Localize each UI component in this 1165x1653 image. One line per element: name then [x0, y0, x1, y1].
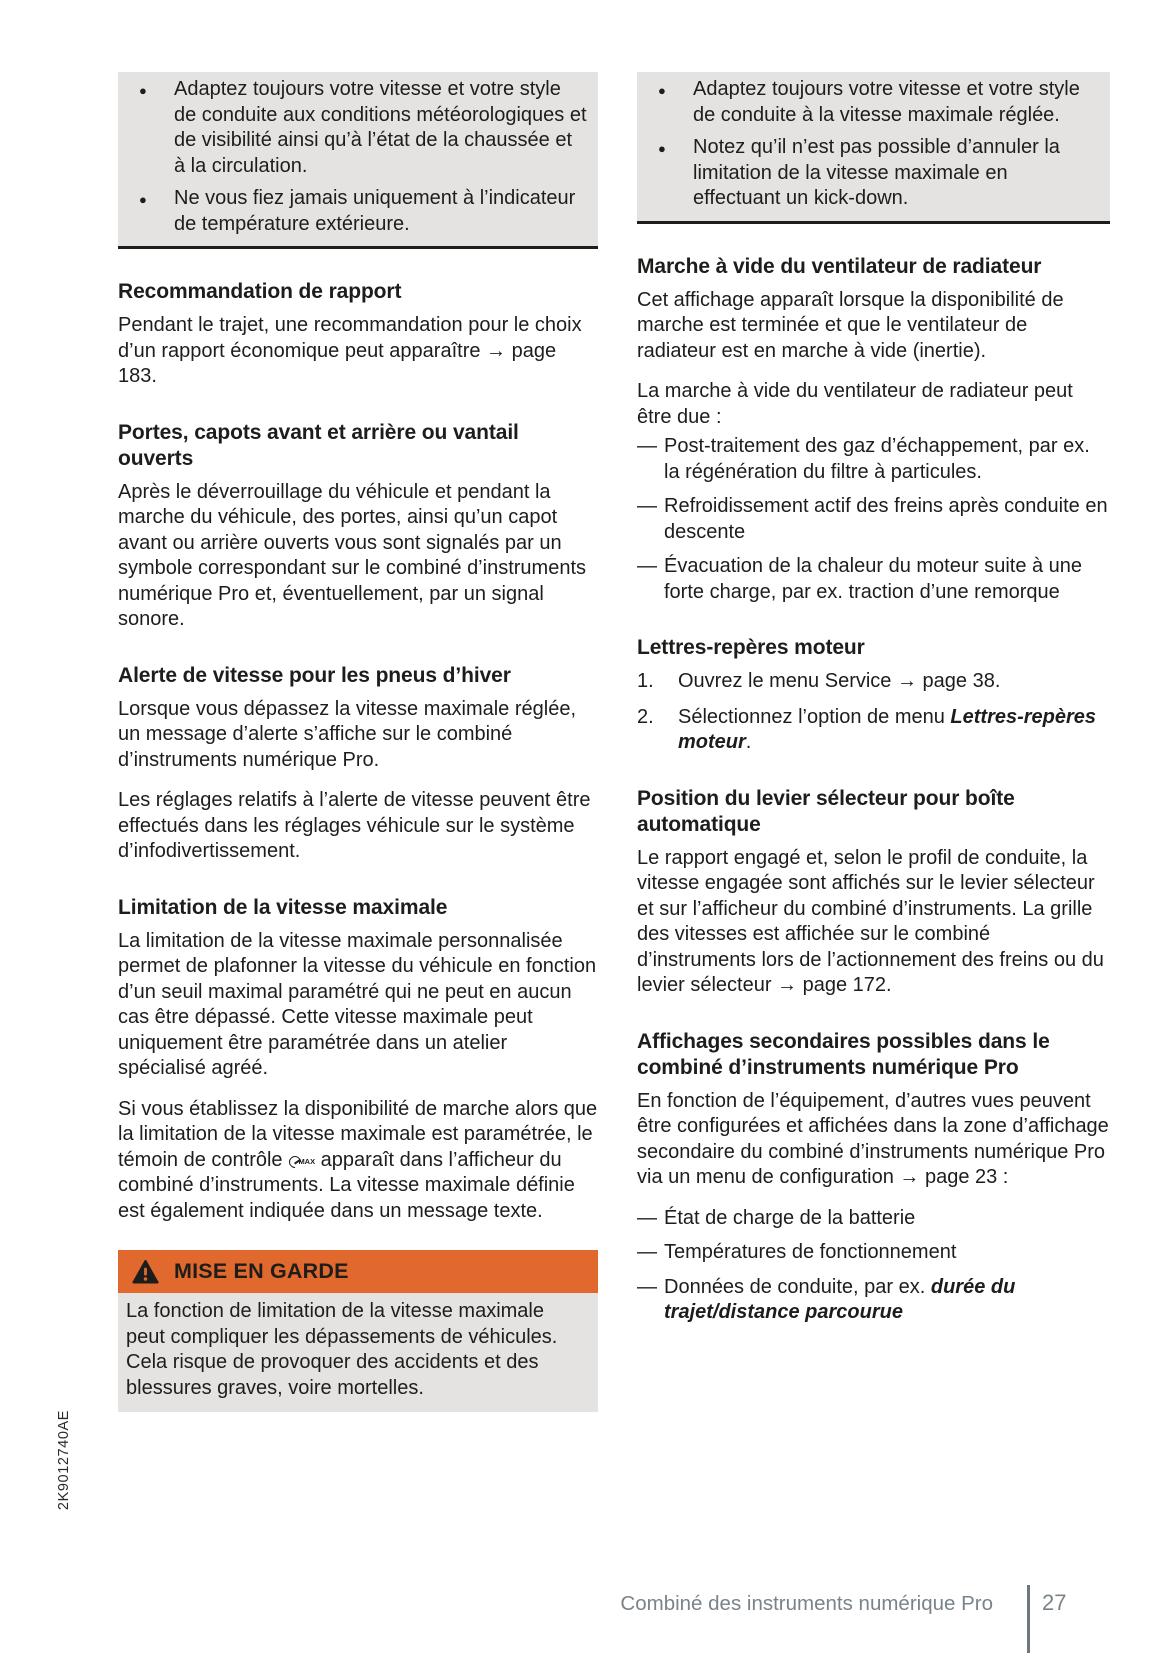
paragraph: Lorsque vous dépassez la vitesse maximale réglée, un message d’alerte s’affiche sur le combiné d’instruments numérique Pro.: [118, 697, 577, 771]
dash-marker: —: [637, 555, 657, 577]
warning-title: MISE EN GARDE: [174, 1258, 349, 1283]
list-item-text: Post-traitement des gaz d’échappement, par ex. la régénération du filtre à particules.: [664, 435, 1090, 483]
binding-code: 2K9012740AE: [56, 1409, 72, 1511]
paragraph: Pendant le trajet, une recommandation pour le choix d’un rapport économique peut apparaître → page 183.: [118, 314, 582, 387]
paragraph: Le rapport engagé et, selon le profil de conduite, la vitesse engagée sont affichés sur le levier sélecteur et sur l’afficheur du combiné d’instruments. La grille des vitesses est affichée sur le combiné d’instruments lors de l’actionnement des freins ou du levier sélecteur → page 172.: [637, 846, 1104, 996]
list-item: [637, 494, 1110, 545]
note-box-right: [637, 72, 1110, 224]
warning-body: [118, 1293, 598, 1412]
section-heading: Recommandation de rapport: [118, 280, 402, 303]
section-heading: Alerte de vitesse pour les pneus d’hiver: [118, 663, 511, 687]
footer-divider: [1027, 1585, 1030, 1653]
paragraph: Après le déverrouillage du véhicule et pendant la marche du véhicule, des portes, ainsi qu’un capot avant ou arrière ouverts vous sont signalés par un symbole correspondant sur le combiné d’instruments numérique Pro et, éventuellement, par un signal sonore.: [118, 480, 586, 630]
emphasis-text: Lettres-repères moteur: [678, 705, 1097, 753]
paragraph-text: Si vous établissez la disponibilité de marche alors que la limitation de la vitesse maximale est paramétrée, le témoin de contrôle: [118, 1097, 598, 1171]
dash-list: [637, 434, 1110, 605]
page-number: 27: [1042, 1590, 1067, 1615]
dash-marker: —: [637, 435, 657, 457]
dash-marker: —: [637, 495, 657, 517]
dash-marker: —: [637, 1206, 657, 1229]
list-item-text: Refroidissement actif des freins après conduite en descente: [664, 495, 1108, 543]
list-item: [637, 705, 1110, 756]
max-label: MAX: [298, 1156, 316, 1166]
list-number: 1.: [637, 670, 654, 692]
list-item: [637, 1206, 1110, 1232]
list-number: 2.: [637, 705, 654, 728]
section-heading: Affichages secondaires possibles dans le combiné d’instruments numérique Pro: [637, 1029, 1050, 1079]
list-item: ● Adaptez toujours votre vitesse et votre style de conduite à la vitesse maximale réglée.: [645, 77, 1100, 128]
list-item: [637, 1240, 1110, 1266]
list-item: [637, 434, 1110, 485]
warning-header: [118, 1250, 598, 1293]
dash-list: [637, 1206, 1110, 1326]
paragraph: La fonction de limitation de la vitesse maximale peut compliquer les dépassements de véhicules. Cela risque de provoquer des accidents et des blessures graves, voire mortelles.: [126, 1300, 558, 1399]
paragraph-text: apparaît dans l’afficheur du combiné d’instruments. La vitesse maximale définie est également indiquée dans un message texte.: [118, 1148, 575, 1222]
list-item: [637, 554, 1110, 605]
list-item: ● Ne vous fiez jamais uniquement à l’indicateur de température extérieure.: [126, 186, 588, 237]
list-item-text: Ouvrez le menu Service → page 38.: [678, 670, 1001, 692]
list-item-text: Évacuation de la chaleur du moteur suite à une forte charge, par ex. traction d’une remorque: [664, 555, 1083, 603]
paragraph: Cet affichage apparaît lorsque la disponibilité de marche est terminée et que le ventilateur de radiateur est en marche à vide (inertie).: [637, 288, 1064, 362]
list-item-text: .: [745, 731, 752, 753]
right-column: [637, 72, 1110, 1412]
list-item: ● Adaptez toujours votre vitesse et votre style de conduite aux conditions météorologiques et de visibilité ainsi qu’à l’état de la chaussée et à la circulation.: [126, 77, 588, 179]
section-heading: Limitation de la vitesse maximale: [118, 895, 448, 919]
paragraph: En fonction de l’équipement, d’autres vues peuvent être configurées et affichées dans la zone d’affichage secondaire du combiné d’instruments numérique Pro via un menu de configuration → page 23 :: [637, 1089, 1109, 1188]
footer-section-title: Combiné des instruments numérique Pro: [620, 1592, 993, 1615]
note-bullet-list: [126, 77, 588, 237]
left-column: [118, 72, 598, 1412]
list-item-text: Températures de fonctionnement: [664, 1241, 957, 1263]
warning-triangle-icon: [132, 1260, 159, 1284]
note-bullet-list: [645, 77, 1100, 212]
two-column-layout: [118, 72, 1110, 1412]
list-item: ● Notez qu’il n’est pas possible d’annuler la limitation de la vitesse maximale en effectuant un kick-down.: [645, 135, 1100, 212]
dash-marker: —: [637, 1241, 657, 1263]
paragraph: La marche à vide du ventilateur de radiateur peut être due :: [637, 380, 1073, 428]
section-heading: Marche à vide du ventilateur de radiateur: [637, 254, 1042, 278]
section-heading: Portes, capots avant et arrière ou vantail ouverts: [118, 420, 519, 470]
list-item-text: Données de conduite, par ex.: [664, 1275, 931, 1298]
list-item: [637, 669, 1110, 695]
section-heading: Position du levier sélecteur pour boîte automatique: [637, 786, 1015, 836]
dash-marker: —: [637, 1275, 657, 1298]
max-speed-indicator-icon: [288, 1150, 315, 1168]
section-heading: Lettres-repères moteur: [637, 636, 865, 659]
list-item: [637, 1275, 1110, 1326]
warning-box: [118, 1250, 598, 1412]
emphasis-text: durée du trajet/distance parcourue: [664, 1275, 1016, 1323]
list-item-text: État de charge de la batterie: [664, 1206, 916, 1229]
paragraph: Les réglages relatifs à l’alerte de vitesse peuvent être effectués dans les réglages véhicule sur le système d’infodivertissement.: [118, 789, 591, 862]
paragraph: La limitation de la vitesse maximale personnalisée permet de plafonner la vitesse du véhicule en fonction d’un seuil maximal paramétré qui ne peut en aucun cas être dépassé. Cette vitesse maximale peut uniquement être paramétrée dans un atelier spécialisé agréé.: [118, 929, 597, 1079]
note-box-left: [118, 72, 598, 249]
numbered-list: [637, 669, 1110, 756]
paragraph: [118, 1097, 598, 1225]
list-item-text: Sélectionnez l’option de menu: [678, 705, 951, 728]
